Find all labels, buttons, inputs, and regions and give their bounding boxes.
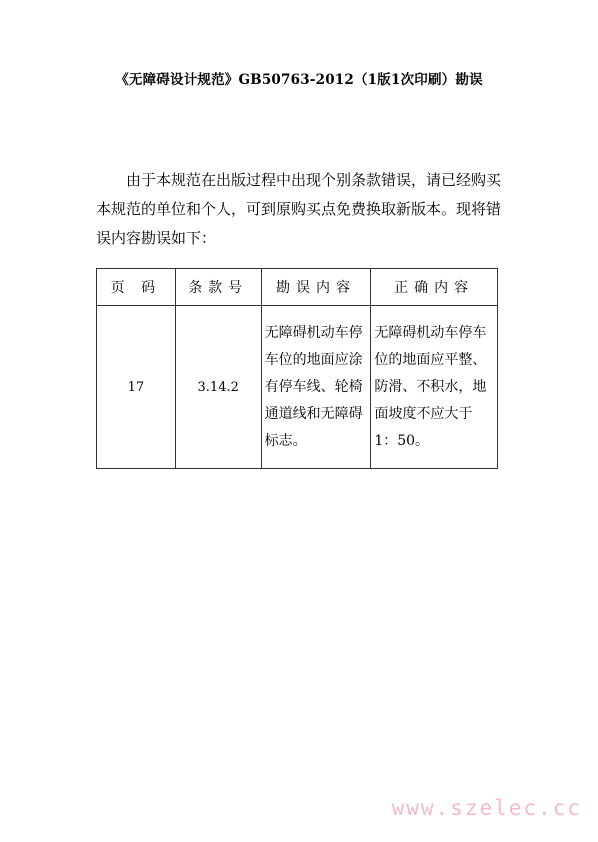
site-watermark: www.szelec.cc bbox=[391, 796, 582, 820]
cell-erratum: 无障碍机动车停车位的地面应涂有停车线、轮椅通道线和无障碍标志。 bbox=[261, 306, 371, 469]
cell-page: 17 bbox=[97, 306, 176, 469]
intro-paragraph: 由于本规范在出版过程中出现个别条款错误，请已经购买本规范的单位和个人，可到原购买点免费换取新版本。现将错误内容勘误如下： bbox=[96, 171, 502, 247]
header-correct: 正确内容 bbox=[371, 269, 498, 306]
header-clause: 条款号 bbox=[175, 269, 261, 306]
header-erratum: 勘误内容 bbox=[261, 269, 371, 306]
document-title: 《无障碍设计规范》GB50763-2012（1版1次印刷）勘误 bbox=[115, 72, 483, 88]
table-header-row bbox=[97, 269, 498, 306]
table-row bbox=[97, 306, 498, 469]
header-page: 页 码 bbox=[97, 269, 176, 306]
cell-clause: 3.14.2 bbox=[175, 306, 261, 469]
cell-correct: 无障碍机动车停车位的地面应平整、防滑、不积水，地面坡度不应大于 1：50。 bbox=[371, 306, 498, 469]
errata-table bbox=[96, 268, 498, 469]
